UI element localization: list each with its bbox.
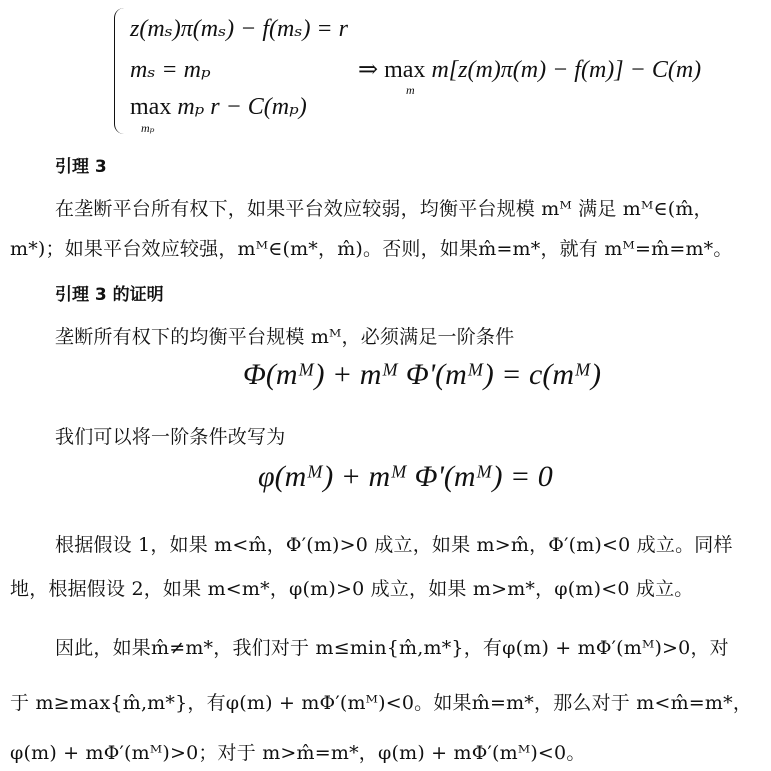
assumption-line-1: 根据假设 1，如果 m<m̂，Φ′(m)>0 成立，如果 m>m̂，Φ′(m)<0 成立。同样: [55, 534, 733, 556]
system-line-3-rest: mₚ r − C(mₚ): [177, 94, 307, 120]
implies-arrow: ⇒: [358, 57, 379, 83]
result-max: max: [384, 57, 426, 83]
proof-heading: 引理 3 的证明: [55, 285, 164, 305]
conclusion-line-2: 于 m≥max{m̂,m*}，有φ(m) + mΦ′(mᴹ)<0。如果m̂=m*，那么对于 m<m̂=m*，: [10, 692, 753, 714]
system-line-3-sub: mₚ: [141, 121, 155, 135]
conclusion-line-3: φ(m) + mΦ′(mᴹ)>0；对于 m>m̂=m*，φ(m) + mΦ′(mᴹ)<0。: [10, 742, 586, 764]
system-line-3: [130, 92, 307, 121]
result-rest: m[z(m)π(m) − f(m)] − C(m): [431, 57, 702, 83]
assumption-line-2: 地，根据假设 2，如果 m<m*，φ(m)>0 成立，如果 m>m*，φ(m)<0 成立。: [10, 578, 694, 600]
system-line-1: z(mₛ)π(mₛ) − f(mₛ) = r: [130, 16, 348, 42]
system-result: [358, 55, 701, 84]
system-line-2: mₛ = mₚ: [130, 57, 211, 83]
proof-intro: 垄断所有权下的均衡平台规模 mᴹ，必须满足一阶条件: [55, 326, 515, 348]
lemma-heading: 引理 3: [55, 157, 107, 177]
equation-2: φ(mᴹ) + mᴹ Φ'(mᴹ) = 0: [258, 460, 553, 493]
lemma-line-1: 在垄断平台所有权下，如果平台效应较弱，均衡平台规模 mᴹ 满足 mᴹ∈(m̂，: [55, 198, 713, 220]
result-sub: m: [406, 83, 415, 97]
proof-rewrite: 我们可以将一阶条件改写为: [55, 426, 286, 448]
left-brace: [114, 8, 127, 134]
lemma-line-2: m*)；如果平台效应较强，mᴹ∈(m*，m̂)。否则，如果m̂=m*，就有 mᴹ=m̂=m*。: [10, 238, 733, 260]
system-line-3-max: max: [130, 94, 172, 120]
equation-1: Φ(mᴹ) + mᴹ Φ'(mᴹ) = c(mᴹ): [243, 358, 601, 391]
conclusion-line-1: 因此，如果m̂≠m*，我们对于 m≤min{m̂,m*}，有φ(m) + mΦ′(mᴹ)>0，对: [55, 637, 729, 659]
